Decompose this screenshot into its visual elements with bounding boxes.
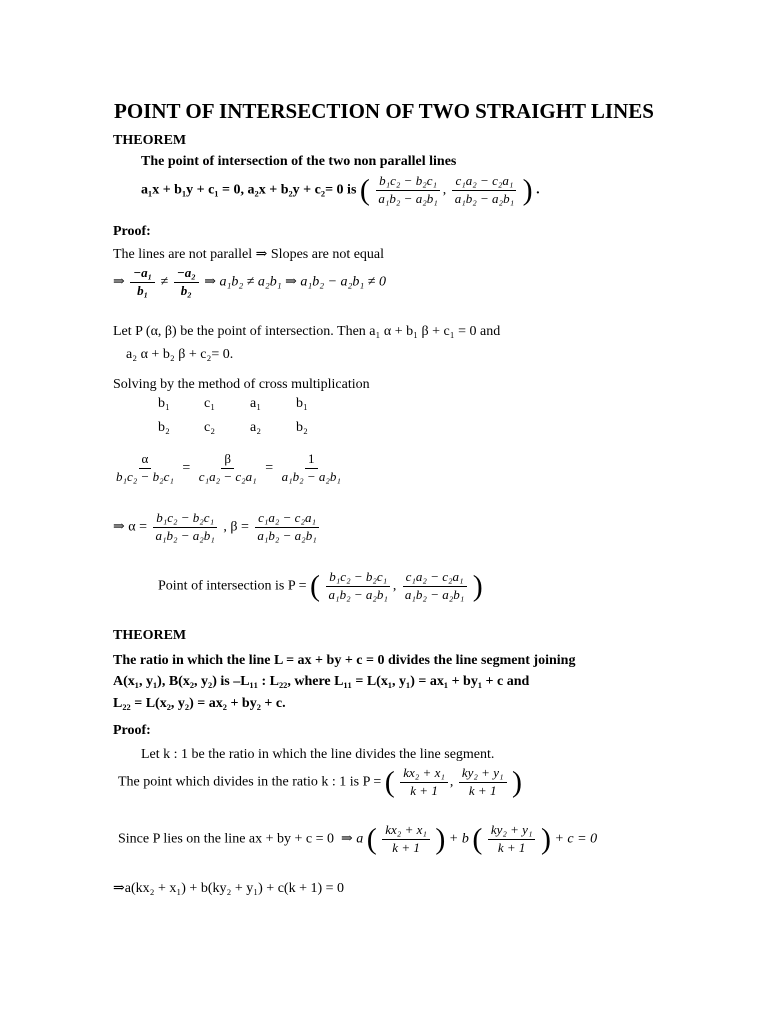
theorem-1-y-fraction: $\frac{\text{c₁a₂ − c₂a₁}}{\text{a₁b₂ − a₂b₁}}$ — [452, 174, 517, 207]
sub-x-fraction: $\frac{\text{kx₂ + x₁}}{k + 1}$ — [382, 823, 430, 856]
slope-fraction-2: $\frac{\text{−a₂}}{\text{b₂}}$ — [174, 266, 199, 299]
sub-y-fraction: $\frac{\text{ky₂ + y₁}}{k + 1}$ — [488, 823, 536, 856]
poi-y-fraction: $\frac{\text{c₁a₂ − c₂a₁}}{\text{a₁b₂ − a₂b₁}}$ — [402, 570, 467, 603]
theorem-1-statement: The point of intersection of the two non parallel lines — [141, 154, 457, 169]
theorem-1-heading: THEOREM — [113, 133, 187, 148]
theorem-2-line-1: The ratio in which the line L = ax + by + c = 0 divides the line segment joining — [113, 653, 576, 668]
proof-1-let-line-1: Let P (α, β) be the point of intersection. Then a₁ α + b₁ β + c₁ = 0 and — [113, 324, 501, 339]
cross-multiplication-row-1: b₁ c₁ a₁ b₁ — [158, 396, 308, 411]
theorem-1-equations: a₁x + b₁y + c₁ = 0, a₂x + b₂y + c₂= 0 is — [141, 182, 357, 198]
proof-1-let-line-2: a₂ α + b₂ β + c₂= 0. — [126, 347, 234, 362]
p-x-fraction: $\frac{\text{kx₂ + x₁}}{k + 1}$ — [400, 766, 448, 799]
point-of-intersection: Point of intersection is P = ( $\frac{\text{b₁c₂ − b₂c₁}}{\text{a₁b₂ − a₂b₁}}$ , $\frac{\text{c₁a₂ − c₂a₁}}{\text{a₁b₂ − a₂b₁}}$ ) — [158, 569, 483, 603]
beta-fraction: $\frac{\text{c₁a₂ − c₂a₁}}{\text{a₁b₂ − a₂b₁}}$ — [254, 511, 319, 544]
page-title: POINT OF INTERSECTION OF TWO STRAIGHT LINES — [114, 99, 654, 123]
poi-x-fraction: $\frac{\text{b₁c₂ − b₂c₁}}{\text{a₁b₂ − a₂b₁}}$ — [326, 570, 391, 603]
cross-multiplication-row-2: b₂ c₂ a₂ b₂ — [158, 420, 308, 435]
proof-1-line-1: The lines are not parallel ⇒ Slopes are not equal — [113, 247, 385, 262]
ratio-beta: $\frac{\beta}{\text{c₁a₂ − c₂a₁}}$ — [198, 451, 257, 484]
alpha-fraction: $\frac{\text{b₁c₂ − b₂c₁}}{\text{a₁b₂ − a₂b₁}}$ — [152, 511, 217, 544]
ratio-one: $\frac{1}{\text{a₁b₂ − a₂b₁}}$ — [281, 451, 341, 484]
proof-1-heading: Proof: — [113, 224, 151, 239]
p-y-fraction: $\frac{\text{ky₂ + y₁}}{k + 1}$ — [459, 766, 507, 799]
dividing-point: The point which divides in the ratio k : 1 is P = ( $\frac{\text{kx₂ + x₁}}{k + 1}$ , $\frac{\text{ky₂ + y₁}}{k + 1}$ ) — [118, 765, 522, 799]
theorem-2-line-3: L₂₂ = L(x₂, y₂) = ax₂ + by₂ + c. — [113, 696, 286, 711]
ratio-alpha: $\frac{\alpha}{\text{b₁c₂ − b₂c₁}}$ — [116, 451, 174, 484]
theorem-1-formula: a₁x + b₁y + c₁ = 0, a₂x + b₂y + c₂= 0 is ( $\frac{\text{b₁c₂ − b₂c₁}}{\text{a₁b₂ − a₂b₁}}$ , $\frac{\text{c₁a₂ − c₂a₁}}{\text{a₁b₂ − a₂b₁}}$ ) . — [141, 173, 540, 207]
slope-fraction-1: $\frac{\text{−a₁}}{\text{b₁}}$ — [130, 266, 155, 299]
cross-ratio-equation: $\frac{\alpha}{\text{b₁c₂ − b₂c₁}}$ = $\frac{\beta}{\text{c₁a₂ − c₂a₁}}$ = $\frac{1}{\text{a₁b₂ − a₂b₁}}$ — [111, 452, 346, 485]
theorem-2-heading: THEOREM — [113, 628, 187, 643]
theorem-1-end: . — [536, 182, 540, 198]
alpha-beta-values: ⇒ α = $\frac{\text{b₁c₂ − b₂c₁}}{\text{a₁b₂ − a₂b₁}}$ , β = $\frac{\text{c₁a₂ − c₂a₁}}{\text{a₁b₂ − a₂b₁}}$ — [113, 511, 322, 544]
theorem-1-x-fraction: $\frac{\text{b₁c₂ − b₂c₁}}{\text{a₁b₂ − a₂b₁}}$ — [375, 174, 440, 207]
theorem-2-line-2: A(x₁, y₁), B(x₂, y₂) is –L₁₁ : L₂₂, where L₁₁ = L(x₁, y₁) = ax₁ + by₁ + c and — [113, 674, 530, 689]
proof-1-line-2: ⇒ $\frac{\text{−a₁}}{\text{b₁}}$ ≠ $\frac{\text{−a₂}}{\text{b₂}}$ ⇒ a₁b₂ ≠ a₂b₁ ⇒ a₁b₂ − a₂b₁ ≠ 0 — [113, 265, 386, 298]
proof-2-line-1: Let k : 1 be the ratio in which the line divides the line segment. — [141, 747, 495, 762]
proof-1-solving: Solving by the method of cross multiplication — [113, 377, 370, 392]
substitution-equation: Since P lies on the line ax + by + c = 0 ⇒ a ( $\frac{\text{kx₂ + x₁}}{k + 1}$ ) + b ( $\frac{\text{ky₂ + y₁}}{k + 1}$ ) + c = 0 — [118, 822, 598, 856]
final-equation: ⇒a(kx₂ + x₁) + b(ky₂ + y₁) + c(k + 1) = 0 — [113, 881, 345, 896]
proof-2-heading: Proof: — [113, 723, 151, 738]
